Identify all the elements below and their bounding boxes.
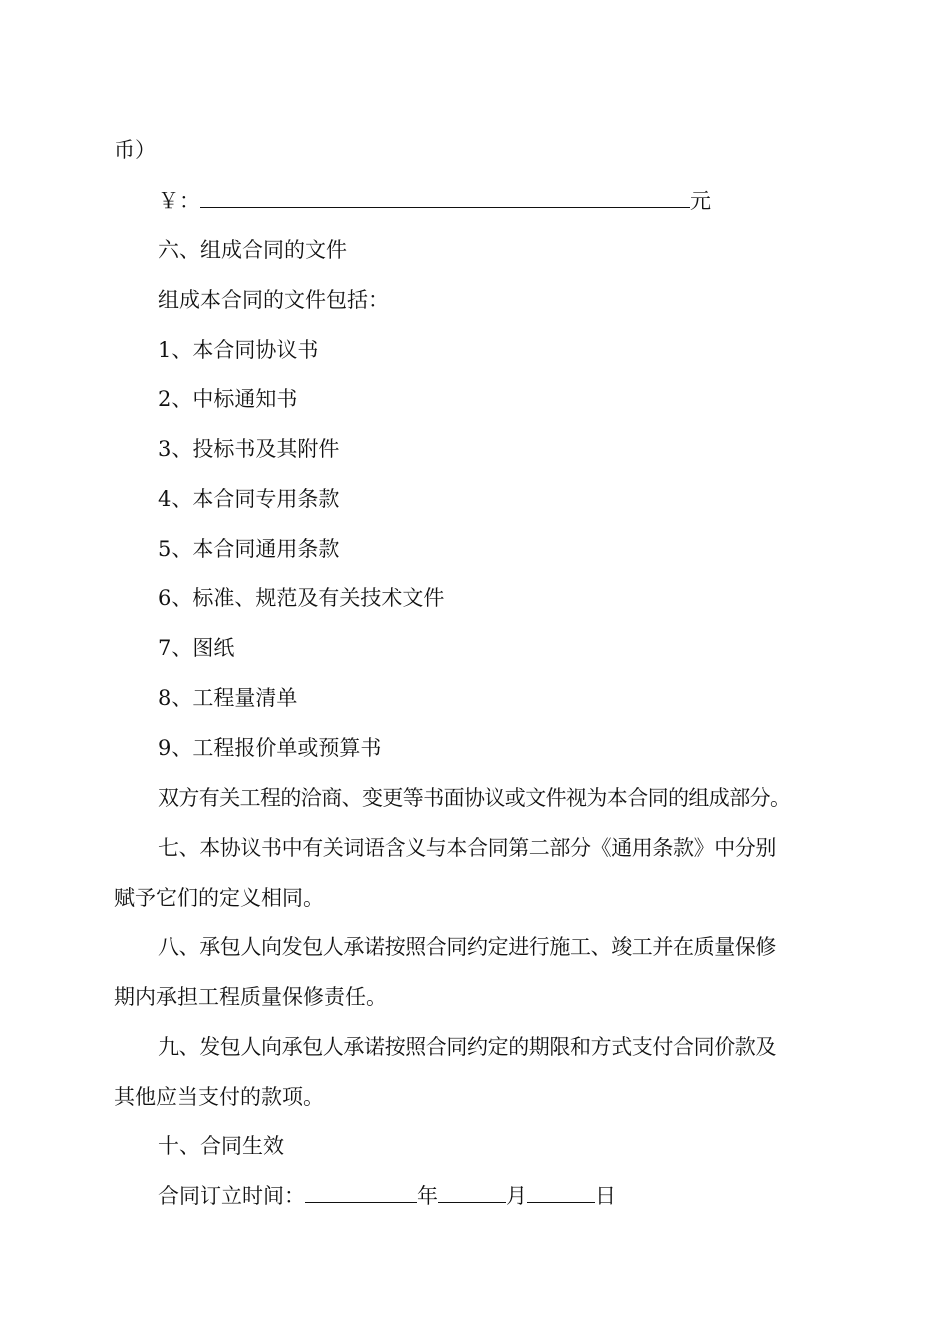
- section-6-intro: 组成本合同的文件包括：: [158, 288, 389, 312]
- doc-list-item: 6、标准、规范及有关技术文件: [158, 586, 445, 610]
- year-blank[interactable]: [305, 1182, 417, 1203]
- section-8-line-2: 期内承担工程质量保修责任。: [114, 985, 387, 1009]
- currency-tail-text: 币）: [114, 138, 156, 162]
- section-9-line-2: 其他应当支付的款项。: [114, 1085, 324, 1109]
- section-6-heading: 六、组成合同的文件: [158, 238, 347, 262]
- section-9-line-1: 九、发包人向承包人承诺按照合同约定的期限和方式支付合同价款及: [158, 1035, 776, 1059]
- doc-list-item: 7、图纸: [158, 636, 235, 660]
- doc-list-item: 1、本合同协议书: [158, 338, 319, 362]
- signing-date-line: [158, 1182, 616, 1210]
- section-7-line-1: 七、本协议书中有关词语含义与本合同第二部分《通用条款》中分别: [158, 836, 776, 860]
- doc-list-item: 5、本合同通用条款: [158, 537, 340, 561]
- doc-list-item: 9、工程报价单或预算书: [158, 736, 382, 760]
- doc-list-item: 8、工程量清单: [158, 686, 298, 710]
- section-6-note: 双方有关工程的洽商、变更等书面协议或文件视为本合同的组成部分。: [158, 786, 791, 810]
- year-label: 年: [417, 1184, 438, 1208]
- doc-list-item: 2、中标通知书: [158, 387, 298, 411]
- day-label: 日: [595, 1184, 616, 1208]
- day-blank[interactable]: [527, 1182, 595, 1203]
- amount-label: ￥：: [158, 189, 200, 213]
- section-10-heading: 十、合同生效: [158, 1134, 284, 1158]
- signing-date-label: 合同订立时间：: [158, 1184, 305, 1208]
- doc-list-item: 3、投标书及其附件: [158, 437, 340, 461]
- amount-blank[interactable]: [200, 187, 690, 208]
- amount-unit: 元: [690, 189, 711, 213]
- amount-line: [158, 187, 711, 215]
- month-blank[interactable]: [438, 1182, 506, 1203]
- section-7-line-2: 赋予它们的定义相同。: [114, 886, 324, 910]
- doc-list-item: 4、本合同专用条款: [158, 487, 340, 511]
- month-label: 月: [506, 1184, 527, 1208]
- section-8-line-1: 八、承包人向发包人承诺按照合同约定进行施工、竣工并在质量保修: [158, 935, 776, 959]
